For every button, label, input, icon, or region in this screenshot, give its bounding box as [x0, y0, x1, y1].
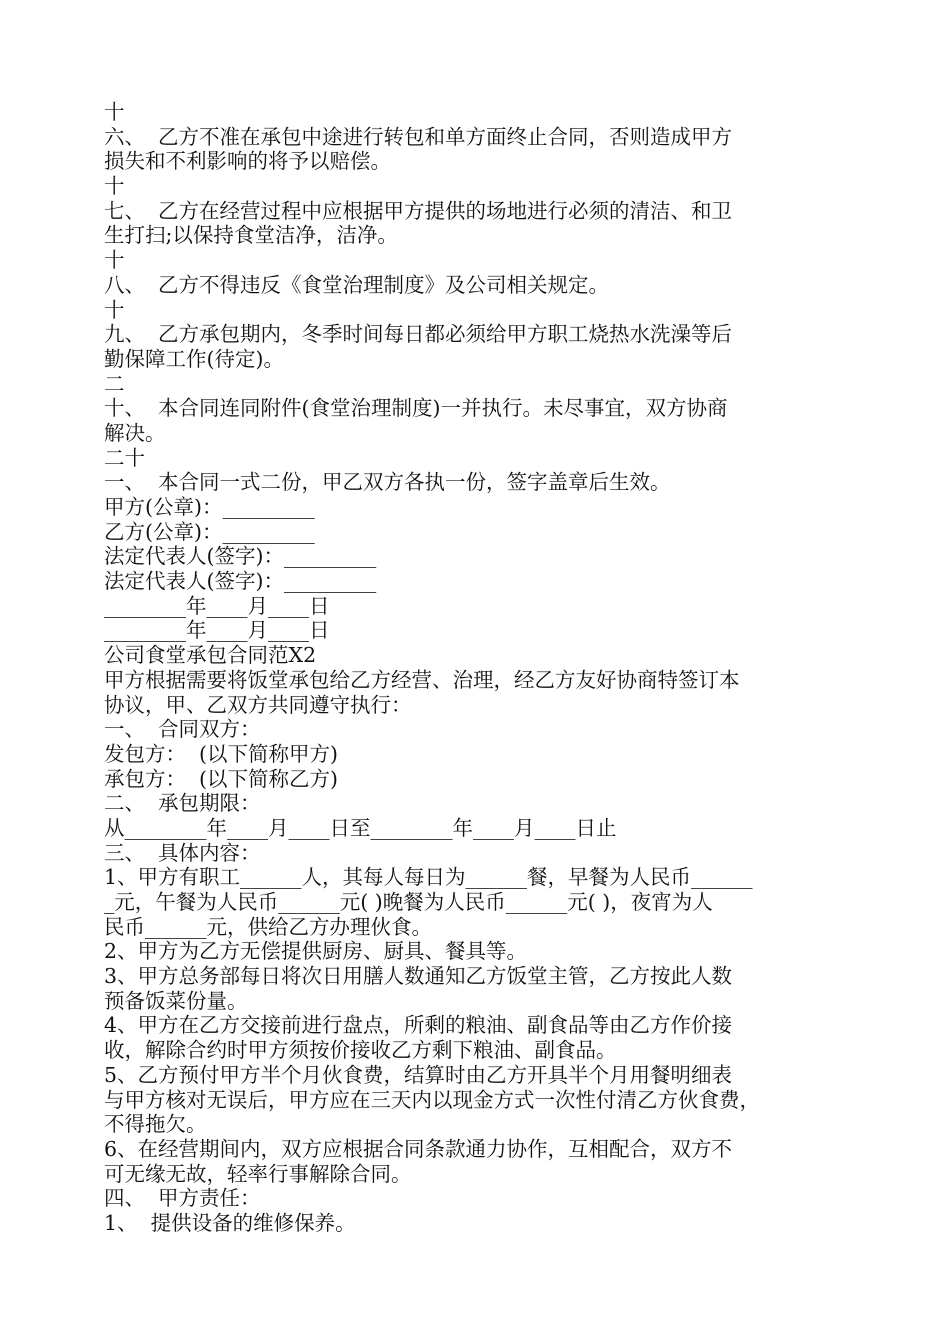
text-line: 2、甲方为乙方无偿提供厨房、厨具、餐具等。 — [104, 939, 528, 964]
text-line: 八、 乙方不得违反《食堂治理制度》及公司相关规定。 — [104, 272, 610, 297]
text-line: 二、 承包期限： — [104, 791, 261, 816]
text-line: 九、 乙方承包期内，冬季时间每日都必须给甲方职工烧热水洗澡等后 — [104, 322, 733, 347]
text-line: 6、在经营期间内，双方应根据合同条款通力协作，互相配合，双方不 — [104, 1136, 733, 1161]
text-line: 1、甲方有职工______人，其每人每日为______餐，早餐为人民币______ — [104, 865, 753, 890]
date-line: ________年____月____日 — [104, 618, 330, 643]
text-line: 不得拖欠。 — [104, 1112, 207, 1137]
text-line: 十 — [104, 174, 125, 199]
signature-line: 乙方(公章)：_________ — [104, 519, 315, 544]
date-line: ________年____月____日 — [104, 593, 330, 618]
text-line: 二 — [104, 371, 125, 396]
text-line: 勤保障工作(待定)。 — [104, 346, 284, 371]
text-line: 六、 乙方不准在承包中途进行转包和单方面终止合同，否则造成甲方 — [104, 124, 733, 149]
text-line: 十 — [104, 297, 125, 322]
text-line: 民币______元，供给乙方办理伙食。 — [104, 914, 432, 939]
text-line: 一、 本合同一式二份，甲乙双方各执一份，签字盖章后生效。 — [104, 470, 671, 495]
text-line: 协议，甲、乙双方共同遵守执行： — [104, 692, 412, 717]
text-line: _元，午餐为人民币______元( )晚餐为人民币______元( )，夜宵为人 — [104, 890, 713, 914]
text-line: 十、 本合同连同附件(食堂治理制度)一并执行。未尽事宜，双方协商 — [104, 396, 728, 421]
text-line: 发包方： (以下简称甲方) — [104, 741, 339, 766]
text-line: 从________年____月____日至________年____月____日止 — [104, 815, 617, 840]
text-line: 十 — [104, 100, 125, 124]
text-line: 三、 具体内容： — [104, 840, 261, 865]
text-line: 甲方根据需要将饭堂承包给乙方经营、治理，经乙方友好协商特签订本 — [104, 667, 740, 692]
text-line: 七、 乙方在经营过程中应根据甲方提供的场地进行必须的清洁、和卫 — [104, 198, 733, 223]
text-line: 解决。 — [104, 420, 166, 445]
section-title: 公司食堂承包合同范X2 — [104, 643, 317, 668]
text-line: 1、 提供设备的维修保养。 — [104, 1210, 356, 1235]
text-line: 收，解除合约时甲方须按价接收乙方剩下粮油、副食品。 — [104, 1038, 617, 1063]
text-line: 3、甲方总务部每日将次日用膳人数通知乙方饭堂主管，乙方按此人数 — [104, 964, 733, 989]
text-line: 4、甲方在乙方交接前进行盘点，所剩的粮油、副食品等由乙方作价接 — [104, 1013, 733, 1038]
signature-line: 甲方(公章)：_________ — [104, 495, 315, 519]
text-line: 损失和不利影响的将予以赔偿。 — [104, 149, 391, 174]
signature-line: 法定代表人(签字)：_________ — [104, 569, 377, 594]
text-line: 5、乙方预付甲方半个月伙食费，结算时由乙方开具半个月用餐明细表 — [104, 1062, 733, 1087]
text-line: 十 — [104, 248, 125, 273]
text-line: 承包方： (以下简称乙方) — [104, 766, 339, 791]
signature-line: 法定代表人(签字)：_________ — [104, 544, 377, 569]
text-line: 二十 — [104, 445, 145, 470]
text-line: 可无缘无故，轻率行事解除合同。 — [104, 1161, 412, 1186]
text-line: 一、 合同双方： — [104, 717, 261, 742]
text-line: 预备饭菜份量。 — [104, 988, 248, 1013]
text-line: 生打扫;以保持食堂洁净，洁净。 — [104, 223, 398, 248]
text-line: 四、 甲方责任： — [104, 1186, 261, 1211]
document-page — [104, 100, 854, 1236]
text-line: 与甲方核对无误后，甲方应在三天内以现金方式一次性付清乙方伙食费， — [104, 1087, 760, 1112]
